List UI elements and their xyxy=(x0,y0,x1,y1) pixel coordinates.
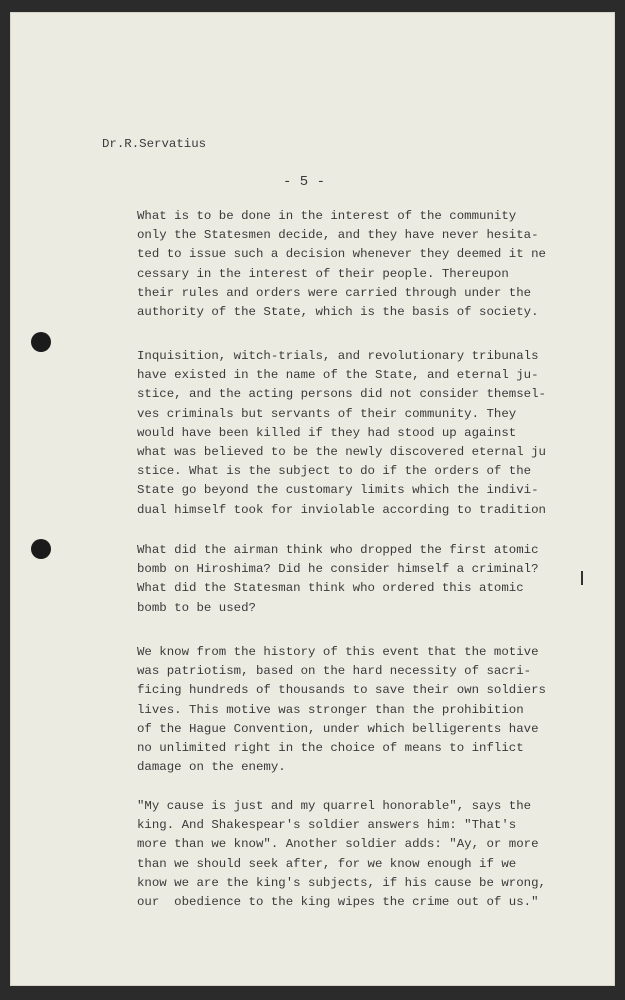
text-line: ves criminals but servants of their community. They xyxy=(137,406,517,421)
text-line: What is to be done in the interest of the community xyxy=(137,209,517,223)
text-line: of the Hague Convention, under which belligerents have xyxy=(137,721,539,736)
paragraph-5 xyxy=(137,797,567,912)
text-line: ficing hundreds of thousands to save their own soldiers xyxy=(137,683,546,698)
text-line: would have been killed if they had stood up against xyxy=(137,425,517,440)
text-line: State go beyond the customary limits which the indivi- xyxy=(137,483,539,498)
text-line: bomb to be used? xyxy=(137,600,256,615)
paragraph-1 xyxy=(137,207,567,322)
author-heading: Dr.R.Servatius xyxy=(102,137,207,151)
margin-mark xyxy=(581,571,583,585)
text-line: We know from the history of this event that the motive xyxy=(137,645,539,659)
punch-hole xyxy=(31,539,51,559)
text-line: ted to issue such a decision whenever they deemed it ne xyxy=(137,247,546,262)
text-line: only the Statesmen decide, and they have never hesita- xyxy=(137,228,539,243)
text-line: bomb on Hiroshima? Did he consider himself a criminal? xyxy=(137,562,539,577)
text-line: king. And Shakespear's soldier answers him: "That's xyxy=(137,818,517,833)
text-line: lives. This motive was stronger than the prohibition xyxy=(137,702,524,717)
text-line: Inquisition, witch-trials, and revolutionary tribunals xyxy=(137,349,539,363)
text-line: dual himself took for inviolable according to tradition xyxy=(137,502,546,517)
text-line: stice, and the acting persons did not consider themsel- xyxy=(137,387,546,402)
punch-hole xyxy=(31,332,51,352)
text-line: know we are the king's subjects, if his cause be wrong, xyxy=(137,875,546,890)
page-number: - 5 - xyxy=(283,174,326,190)
text-line: their rules and orders were carried through under the xyxy=(137,285,532,300)
text-line: "My cause is just and my quarrel honorable", says the xyxy=(137,799,532,813)
text-line: have existed in the name of the State, and eternal ju- xyxy=(137,368,539,383)
text-line: What did the airman think who dropped the first atomic xyxy=(137,543,539,557)
text-line: was patriotism, based on the hard necessity of sacri- xyxy=(137,664,532,679)
text-line: no unlimited right in the choice of means to inflict xyxy=(137,741,524,756)
text-line: authority of the State, which is the basis of society. xyxy=(137,305,539,320)
text-line: stice. What is the subject to do if the orders of the xyxy=(137,464,532,479)
text-line: cessary in the interest of their people. Thereupon xyxy=(137,266,509,281)
text-line: damage on the enemy. xyxy=(137,760,286,775)
text-line: What did the Statesman think who ordered this atomic xyxy=(137,581,524,596)
text-line: our obedience to the king wipes the crime out of us." xyxy=(137,895,539,910)
paragraph-4 xyxy=(137,643,567,777)
paragraph-3 xyxy=(137,541,567,618)
text-line: than we should seek after, for we know enough if we xyxy=(137,856,517,871)
text-line: more than we know". Another soldier adds: "Ay, or more xyxy=(137,837,539,852)
paragraph-2 xyxy=(137,347,567,520)
text-line: what was believed to be the newly discovered eternal ju xyxy=(137,445,546,460)
